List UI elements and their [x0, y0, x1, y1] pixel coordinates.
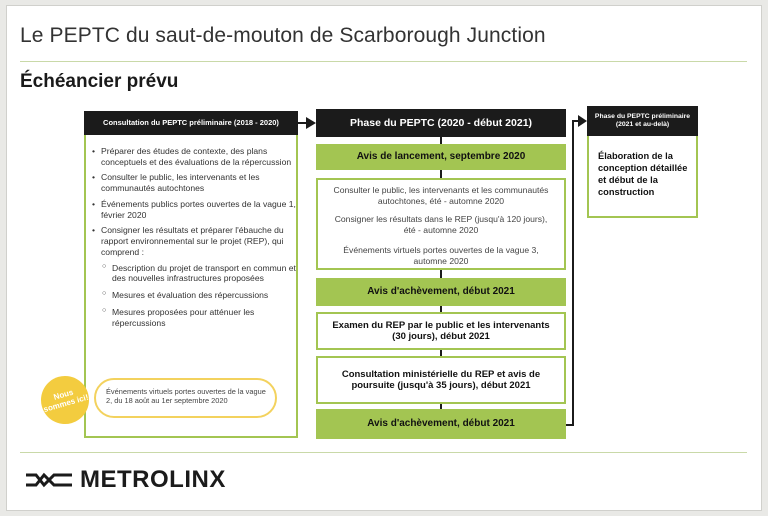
- public-review-box: Examen du REP par le public et les intervenants (30 jours), début 2021: [316, 312, 566, 350]
- you-are-here-badge: Nous sommes ici!: [35, 370, 94, 429]
- left-column-heading: Consultation du PEPTC préliminaire (2018 - 2020): [84, 111, 298, 135]
- activity-item: Consigner les résultats dans le REP (jusqu'à 120 jours), été - automne 2020: [334, 214, 548, 235]
- completion-notice-1: Avis d'achèvement, début 2021: [316, 278, 566, 306]
- activity-item: Consulter le public, les intervenants et les communautés autochtones, été - automne 2020: [333, 185, 549, 206]
- footer-divider: [20, 452, 747, 453]
- metrolinx-logo-icon: [24, 469, 74, 491]
- list-item: • Préparer des études de contexte, des plans conceptuels et des évaluations de la répercussion: [92, 146, 297, 167]
- page-title: Le PEPTC du saut-de-mouton de Scarborough Junction: [20, 24, 546, 47]
- activity-item: Événements virtuels portes ouvertes de la vague 3, automne 2020: [343, 245, 539, 266]
- metrolinx-wordmark: METROLINX: [80, 466, 226, 493]
- current-step-highlight: Événements virtuels portes ouvertes de la vague 2, du 18 août au 1er septembre 2020: [94, 378, 277, 418]
- middle-connector: [440, 170, 442, 178]
- middle-connector: [440, 270, 442, 278]
- ministerial-review-box: Consultation ministérielle du REP et avis de poursuite (jusqu'à 35 jours), début 2021: [316, 356, 566, 404]
- bracket-vertical-line: [572, 120, 574, 426]
- left-column-list: [92, 146, 297, 334]
- right-column-heading: Phase du PEPTC préliminaire (2021 et au-delà): [587, 106, 698, 136]
- title-divider: [20, 61, 747, 62]
- right-column-text: Élaboration de la conception détaillée et début de la construction: [598, 151, 688, 198]
- sub-list-item: ○ Mesures proposées pour atténuer les répercussions: [92, 307, 297, 328]
- list-item: • Consulter le public, les intervenants et les communautés autochtones: [92, 172, 297, 193]
- list-item: • Consigner les résultats et préparer l'ébauche du rapport environnemental sur le projet (REP), qui comprend :: [92, 225, 297, 257]
- completion-notice-2: Avis d'achèvement, début 2021: [316, 409, 566, 439]
- launch-notice: Avis de lancement, septembre 2020: [316, 144, 566, 170]
- section-subtitle: Échéancier prévu: [20, 71, 179, 92]
- arrow-right-icon: [578, 115, 587, 127]
- sub-list-item: ○ Description du projet de transport en commun et des nouvelles infrastructures proposées: [92, 263, 297, 284]
- list-item: • Événements publics portes ouvertes de la vague 1, février 2020: [92, 199, 297, 220]
- middle-connector: [440, 137, 442, 144]
- middle-column-heading: Phase du PEPTC (2020 - début 2021): [316, 109, 566, 137]
- sub-list-item: ○ Mesures et évaluation des répercussions: [92, 290, 297, 301]
- arrow-right-icon: [306, 117, 316, 129]
